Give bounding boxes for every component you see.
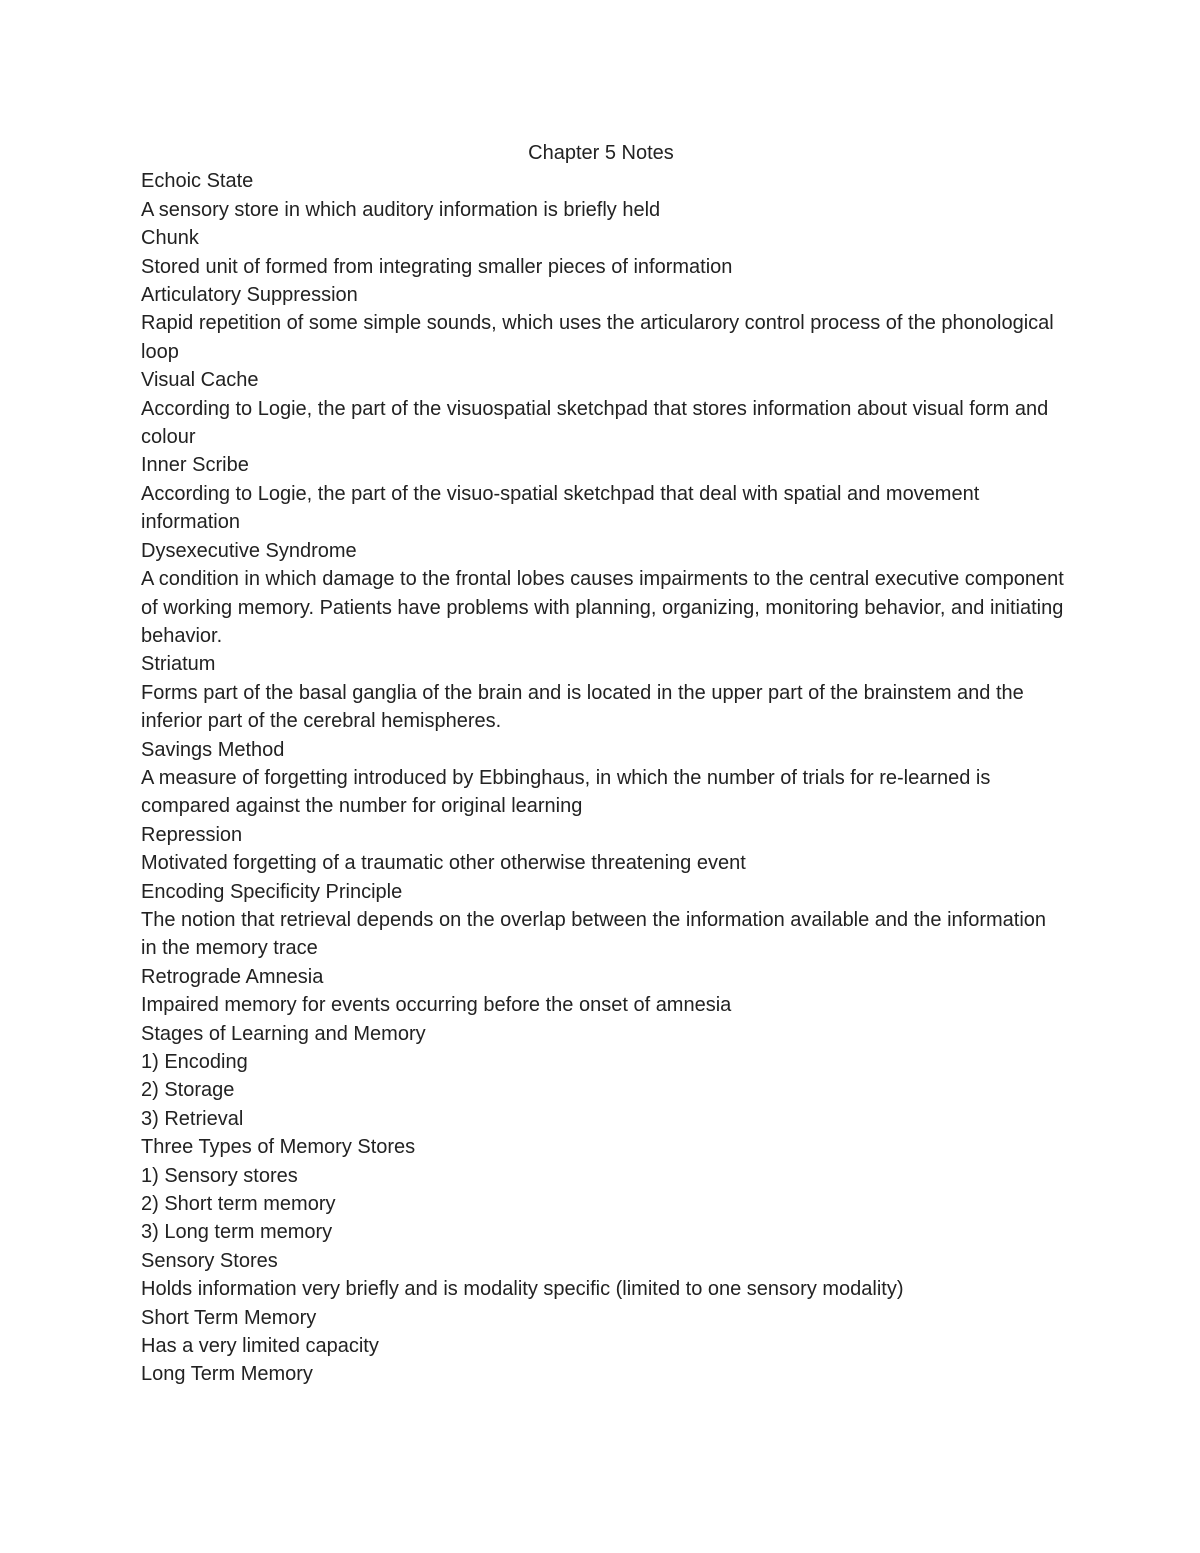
term-definition: A sensory store in which auditory information is briefly held [141,198,661,221]
term-definition: According to Logie, the part of the visuospatial sketchpad that stores information about visual form and colour [141,397,1049,449]
page-title: Chapter 5 Notes [528,142,674,164]
term-heading: Articulatory Suppression [141,284,358,307]
term-heading: Chunk [141,227,199,250]
term-heading: Three Types of Memory Stores [141,1136,416,1159]
term-definition: Forms part of the basal ganglia of the brain and is located in the upper part of the brainstem and the inferior part of the cerebral hemispheres. [141,681,1024,733]
list-item: 3) Retrieval [141,1107,244,1130]
term-definition: A measure of forgetting introduced by Ebbinghaus, in which the number of trials for re-learned is compared against the number for original learning [141,766,991,818]
term-heading: Repression [141,823,243,846]
term-heading: Dysexecutive Syndrome [141,539,357,562]
term-heading: Encoding Specificity Principle [141,880,403,903]
term-heading: Visual Cache [141,369,259,392]
term-heading: Savings Method [141,738,285,761]
term-definition: A condition in which damage to the frontal lobes causes impairments to the central executive component of working memory. Patients have problems with planning, organizing, monitoring behavior, and initiating behavior. [141,568,1064,647]
term-definition: According to Logie, the part of the visuo-spatial sketchpad that deal with spatial and movement information [141,482,980,534]
document-content [141,139,1066,1389]
term-heading: Striatum [141,653,216,676]
list-item: 3) Long term memory [141,1221,333,1244]
term-heading: Sensory Stores [141,1249,278,1272]
term-heading: Short Term Memory [141,1306,317,1329]
list-item: 1) Sensory stores [141,1164,298,1187]
term-definition: Stored unit of formed from integrating smaller pieces of information [141,255,733,278]
term-definition: Impaired memory for events occurring before the onset of amnesia [141,994,732,1017]
term-definition: Has a very limited capacity [141,1335,379,1358]
term-heading: Long Term Memory [141,1363,313,1386]
list-item: 2) Storage [141,1079,235,1102]
list-item: 1) Encoding [141,1051,248,1073]
term-heading: Echoic State [141,170,254,193]
term-heading: Retrograde Amnesia [141,965,324,988]
term-heading: Stages of Learning and Memory [141,1022,426,1045]
term-definition: The notion that retrieval depends on the overlap between the information available and the information in the memory trace [141,908,1047,960]
term-definition: Rapid repetition of some simple sounds, which uses the articularory control process of the phonological loop [141,312,1054,363]
term-heading: Inner Scribe [141,454,249,477]
term-definition: Motivated forgetting of a traumatic other otherwise threatening event [141,852,746,875]
list-item: 2) Short term memory [141,1193,336,1216]
term-definition: Holds information very briefly and is modality specific (limited to one sensory modality) [141,1278,904,1301]
